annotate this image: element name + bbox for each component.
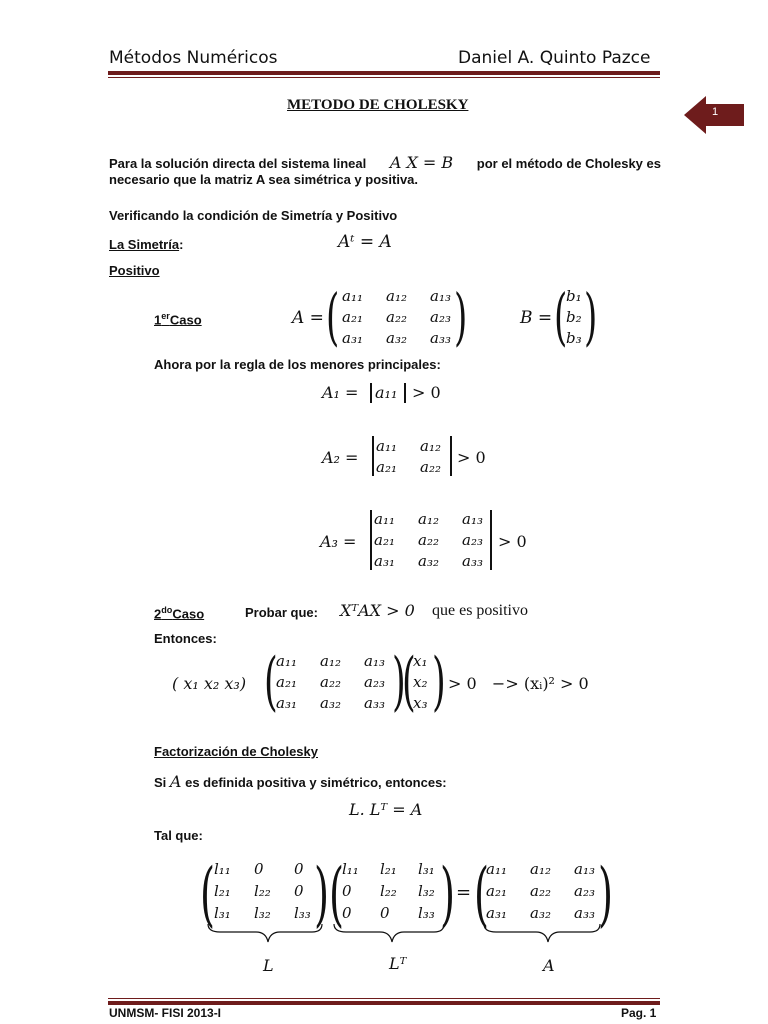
header-rule-thin [108, 77, 660, 78]
header-rule-thick [108, 71, 660, 75]
case1-A-cell: a₁₂ [386, 287, 407, 305]
final-A-cell: a₁₂ [530, 860, 551, 878]
final-LT-cell: 0 [380, 904, 390, 922]
page-badge-number: 1 [712, 106, 719, 118]
case1-label [154, 311, 202, 327]
intro-line-1 [109, 153, 661, 172]
quad-row-vector: ( x₁ x₂ x₃) [172, 674, 247, 693]
final-A-left-paren: ( [474, 853, 490, 935]
final-L-cell: 0 [294, 860, 304, 878]
quad-A-cell: a₁₁ [276, 652, 297, 670]
factor-title: Factorización de Cholesky [154, 744, 318, 759]
final-LT-left-paren: ( [329, 853, 345, 935]
final-A-cell: a₂₁ [486, 882, 507, 900]
symmetry-colon: : [179, 237, 184, 252]
case1-A-cell: a₂₂ [386, 308, 407, 326]
minor-A2-lhs: A₂ = [322, 448, 359, 467]
quad-x-cell: x₁ [413, 652, 428, 670]
symmetry-label [109, 237, 183, 252]
final-A-cell: a₃₃ [574, 904, 595, 922]
footer-rule-thick [108, 1001, 660, 1005]
final-equals: = [456, 882, 472, 903]
minor-A2-bar-right [450, 436, 452, 476]
case1-A-lhs: A = [292, 308, 324, 328]
footer-rule-thin [108, 998, 660, 999]
case2-label [154, 605, 204, 621]
minor-A2-rhs: > 0 [457, 448, 486, 467]
case2-probar: Probar que: [245, 605, 318, 620]
quad-x-right-paren: ) [432, 645, 446, 719]
final-LT-cell: l₂₂ [380, 882, 397, 900]
final-LT-cell: l₃₃ [418, 904, 435, 922]
factor-text-b: es definida positiva y simétrico, entonces: [185, 775, 447, 790]
final-L-right-paren: ) [314, 853, 330, 935]
final-A-cell: a₁₁ [486, 860, 507, 878]
case1-B-left-paren: ( [554, 280, 568, 353]
intro-line-2: necesario que la matriz A sea simétrica y positiva. [109, 172, 419, 187]
minor-A3-bar-right [490, 510, 492, 570]
factor-text-math: A [169, 772, 182, 791]
intro-math: A X = B [389, 153, 454, 172]
case2-num: 2 [154, 606, 162, 622]
symmetry-label-text: La Simetría [109, 237, 180, 252]
quad-rhs: > 0 −> (xᵢ)² > 0 [448, 674, 589, 693]
underbrace-A [484, 924, 600, 942]
quad-A-cell: a₂₃ [364, 673, 385, 691]
final-A-cell: a₃₂ [530, 904, 551, 922]
quad-A-cell: a₂₂ [320, 673, 341, 691]
verify-text: Verificando la condición de Simetría y Positivo [109, 208, 398, 223]
minor-A3-cell: a₃₁ [374, 552, 395, 570]
minors-text: Ahora por la regla de los menores principales: [154, 357, 441, 372]
quad-A-right-paren: ) [392, 645, 406, 719]
quad-A-left-paren: ( [264, 645, 278, 719]
brace-label-A: A [543, 956, 555, 975]
minor-A1-lhs: A₁ = [322, 383, 359, 402]
minor-A2-cell: a₂₁ [376, 458, 397, 476]
intro-text-b: por el método de Cholesky es [476, 156, 661, 171]
minor-A3-rhs: > 0 [498, 532, 527, 551]
case1-A-cell: a₃₁ [342, 329, 363, 347]
case1-sup: er [161, 311, 170, 321]
minor-A1-bar-right [404, 383, 406, 403]
final-A-cell: a₂₃ [574, 882, 595, 900]
minor-A3-cell: a₁₂ [418, 510, 439, 528]
minor-A3-cell: a₁₁ [374, 510, 395, 528]
minor-A1-rhs: > 0 [412, 383, 441, 402]
case2-expr: XᵀAX > 0 [340, 601, 415, 620]
page-badge [684, 96, 744, 134]
final-L-left-paren: ( [200, 853, 216, 935]
final-LT-right-paren: ) [440, 853, 456, 935]
final-L-cell: l₂₁ [214, 882, 231, 900]
minor-A3-cell: a₂₁ [374, 531, 395, 549]
llt-equation: L. Lᵀ = A [349, 800, 423, 819]
case1-B-cell: b₁ [566, 287, 582, 305]
quad-A-cell: a₂₁ [276, 673, 297, 691]
quad-x-cell: x₂ [413, 673, 428, 691]
quad-A-cell: a₃₂ [320, 694, 341, 712]
final-LT-cell: 0 [342, 882, 352, 900]
factor-text-a: Si [154, 775, 167, 790]
case1-A-cell: a₂₃ [430, 308, 451, 326]
underbrace-LT [334, 924, 444, 942]
case1-num: 1 [154, 312, 162, 328]
case1-text: Caso [169, 312, 202, 328]
minor-A3-lhs: A₃ = [320, 532, 357, 551]
underbrace-L [208, 924, 322, 942]
quad-A-cell: a₁₃ [364, 652, 385, 670]
entonces-text: Entonces: [154, 631, 217, 646]
quad-A-cell: a₃₃ [364, 694, 385, 712]
tal-que-text: Tal que: [154, 828, 203, 843]
final-L-cell: 0 [254, 860, 264, 878]
case1-B-cell: b₂ [566, 308, 582, 326]
minor-A3-cell: a₃₃ [462, 552, 483, 570]
final-L-cell: l₁₁ [214, 860, 231, 878]
minor-A2-cell: a₁₁ [376, 437, 397, 455]
header-right: Daniel A. Quinto Pazce [458, 48, 651, 68]
symmetry-equation: Aᵗ = A [338, 232, 392, 252]
final-A-cell: a₁₃ [574, 860, 595, 878]
minor-A3-bar-left [370, 510, 372, 570]
case1-A-left-paren: ( [326, 280, 340, 353]
positivo-label: Positivo [109, 263, 160, 278]
case1-A-cell: a₃₂ [386, 329, 407, 347]
final-L-cell: 0 [294, 882, 304, 900]
brace-label-LT: Lᵀ [389, 954, 407, 973]
case1-A-cell: a₁₁ [342, 287, 363, 305]
case1-A-cell: a₂₁ [342, 308, 363, 326]
final-A-cell: a₃₁ [486, 904, 507, 922]
minor-A3-cell: a₂₃ [462, 531, 483, 549]
case1-B-cell: b₃ [566, 329, 582, 347]
minor-A1-body: a₁₁ [375, 383, 398, 402]
intro-text-a: Para la solución directa del sistema lineal [109, 156, 367, 171]
case1-B-lhs: B = [520, 308, 553, 328]
final-A-right-paren: ) [598, 853, 614, 935]
final-A-cell: a₂₂ [530, 882, 551, 900]
final-LT-cell: 0 [342, 904, 352, 922]
quad-x-cell: x₃ [413, 694, 428, 712]
minor-A1-bar-left [370, 383, 372, 403]
quad-x-left-paren: ( [402, 645, 416, 719]
final-LT-cell: l₂₁ [380, 860, 397, 878]
final-LT-cell: l₁₁ [342, 860, 359, 878]
quad-A-cell: a₃₁ [276, 694, 297, 712]
minor-A3-cell: a₃₂ [418, 552, 439, 570]
case2-sup: do [161, 605, 173, 615]
minor-A2-bar-left [372, 436, 374, 476]
header-left: Métodos Numéricos [109, 48, 278, 68]
case1-A-cell: a₁₃ [430, 287, 451, 305]
case1-A-cell: a₃₃ [430, 329, 451, 347]
footer-left: UNMSM- FISI 2013-I [109, 1006, 222, 1020]
footer-right: Pag. 1 [621, 1006, 657, 1020]
minor-A2-cell: a₂₂ [420, 458, 441, 476]
brace-label-L: L [263, 956, 274, 975]
minor-A3-cell: a₂₂ [418, 531, 439, 549]
final-LT-cell: l₃₁ [418, 860, 435, 878]
quad-A-cell: a₁₂ [320, 652, 341, 670]
case1-B-right-paren: ) [584, 280, 598, 353]
final-L-cell: l₂₂ [254, 882, 271, 900]
minor-A3-cell: a₁₃ [462, 510, 483, 528]
minor-A2-cell: a₁₂ [420, 437, 441, 455]
case2-text: Caso [172, 606, 205, 622]
page-title: METODO DE CHOLESKY [287, 97, 469, 113]
case2-tail: que es positivo [432, 602, 528, 619]
final-L-cell: l₃₂ [254, 904, 271, 922]
final-LT-cell: l₃₂ [418, 882, 435, 900]
factor-text [154, 772, 447, 791]
underbraces [200, 922, 620, 952]
final-L-cell: l₃₃ [294, 904, 311, 922]
case1-A-right-paren: ) [454, 280, 468, 353]
final-L-cell: l₃₁ [214, 904, 231, 922]
